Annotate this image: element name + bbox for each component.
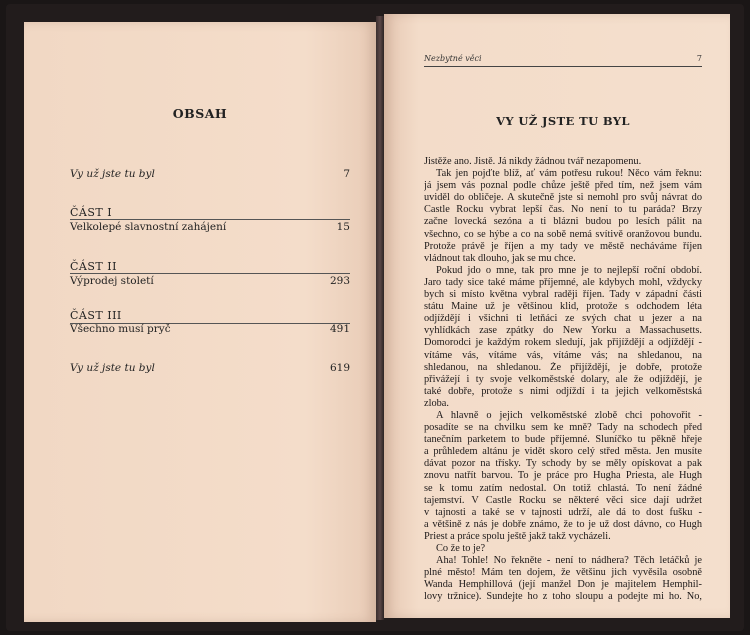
toc-entry-label: Výprodej století	[70, 275, 154, 287]
toc-divider	[70, 219, 350, 220]
text-line: zloba.	[424, 397, 449, 409]
toc-entry[interactable]	[70, 323, 350, 336]
text-line: dávat pozor na třísky. Ty schody by se měly opískovat a pak	[424, 458, 702, 470]
text-line: přivážejí i ty svoje velkoměstské dolary, ale že odjíždějí, je	[424, 373, 702, 385]
toc-entry[interactable]	[70, 362, 350, 375]
text-line: Protože právě je říjen a my tady ve městě necháváme říjen	[424, 240, 702, 252]
toc-entry[interactable]	[70, 221, 350, 234]
toc-entry-page: 15	[336, 221, 350, 233]
toc-title: OBSAH	[172, 106, 228, 121]
toc-entry[interactable]	[70, 168, 350, 181]
text-line: a většině z nás je dobře známo, že to je už dost dávno, co Hugh	[424, 518, 702, 530]
text-line: uviděl do obličeje. A skutečně jste si nemohl pro svůj návrat do	[424, 192, 702, 204]
text-line: a průhledem altánu je vidět skoro celý střed města. Jen musíte	[424, 446, 702, 458]
toc-divider	[70, 273, 350, 274]
chapter-title: VY UŽ JSTE TU BYL	[496, 114, 630, 128]
left-page	[24, 22, 376, 622]
running-head	[424, 54, 702, 63]
text-line: vítáme vás, vítáme vás, vítáme vás; na shledanou, na	[424, 349, 702, 361]
text-line: Priest a práce spolu ještě jakž takž vycházeli.	[424, 530, 611, 542]
toc-entry-page: 491	[329, 323, 350, 335]
toc-part-heading: ČÁST II	[70, 260, 117, 273]
text-line: vyhlídkách zase zpátky do New Yorku a Massachusetts.	[424, 325, 702, 337]
text-line: Jaro tady sice také máme příjemné, ale kdybych mohl, vždycky	[424, 276, 702, 288]
text-line: tajemství. V Castle Rocku se některé věci sice dají udržet	[424, 494, 702, 506]
text-line: znovu natřít barvou. To je práce pro Hugha Priesta, ale Hugh	[424, 470, 702, 482]
text-line: shledanou, na shledanou. Že přijíždějí, je dobře, protože	[424, 361, 702, 373]
text-line: Aha! Tohle! No řekněte - není to nádhera? Těch letáčků je	[436, 555, 702, 567]
text-line: Domorodci je každým rokem sledují, jak přijíždějí a odjíždějí -	[424, 337, 702, 349]
text-line: odjíždějí i všichni ti letňáci ze svých chat u jezer a na	[424, 313, 702, 325]
text-line: v tajnosti a také se v tajnosti udrží, ale dá to dost fušku -	[424, 506, 702, 518]
text-line: vládnout tak dlouho, jak se mu chce.	[424, 252, 576, 264]
text-line: Co že to je?	[436, 543, 486, 554]
toc-entry-label: Všechno musí pryč	[70, 323, 171, 335]
text-line: bych si místo května vybral raději říjen. Tady v západní části	[424, 289, 702, 301]
header-rule	[424, 66, 702, 67]
toc-entry-page: 293	[329, 275, 350, 287]
toc-entry-label: Velkolepé slavnostní zahájení	[70, 221, 227, 233]
text-line: Wanda Hemphillová (její manžel Don je majitelem Hemphil-	[424, 579, 702, 591]
text-line: tanečním parketem to bude příjemné. Sluníčko tu pěkně hřeje	[424, 434, 702, 446]
toc-entry-page: 619	[329, 362, 350, 374]
right-page	[384, 14, 730, 618]
text-line: státu Maine už je většinou klid, protože s odchodem léta	[424, 301, 702, 313]
toc-entry-page: 7	[343, 168, 350, 180]
text-line: začne lovecká sezóna a ti blázni budou po lesích pálit na	[424, 216, 702, 228]
text-line: Pokud jdo o mne, tak pro mne je to nejlepší roční období.	[436, 264, 702, 276]
text-line: Castle Rocku vybrat lepší čas. No není to tu paráda? Brzy	[424, 204, 702, 216]
book-gutter	[376, 16, 384, 620]
text-line: A hlavně o jejich velkoměstské zlobě chci pohovořit -	[436, 409, 702, 421]
toc-part-heading: ČÁST I	[70, 206, 113, 219]
body-text	[424, 156, 702, 603]
text-line: také dobře, protože s nimi odjíždí i ta jejich velkoměstská	[424, 385, 702, 397]
text-line: já jsem vás poznal podle chůze ještě před tím, než jsem vám	[424, 180, 702, 192]
text-line: plné město! Mám ten dojem, že většinu jich vyvěsila osobně	[424, 567, 702, 579]
toc-entry-label: Vy už jste tu byl	[70, 362, 155, 374]
text-line: všechno, co se hýbe a co na sobě nemá svítivě oranžovou bundu.	[424, 228, 702, 240]
running-head-title: Nezbytné věci	[424, 54, 482, 63]
text-line: se k tomu zatím nedostal. On totiž chlastá. To není žádné	[424, 482, 702, 494]
toc-part-heading: ČÁST III	[70, 309, 122, 322]
text-line: posadíte se na chvilku sem ke mně? Tady na schodech před	[424, 422, 702, 434]
toc-entry[interactable]	[70, 275, 350, 288]
text-line: Tak jen pojďte blíž, ať vám potřesu rukou! Něco vám řeknu:	[436, 168, 702, 180]
toc-entry-label: Vy už jste tu byl	[70, 168, 155, 180]
text-line: lovy tržnice). Sundejte ho z toho sloupu a podejte mi ho. No,	[424, 591, 702, 603]
text-line: Jistěže ano. Jistě. Já nikdy žádnou tvář nezapomenu.	[424, 156, 642, 167]
page-number: 7	[696, 54, 702, 63]
